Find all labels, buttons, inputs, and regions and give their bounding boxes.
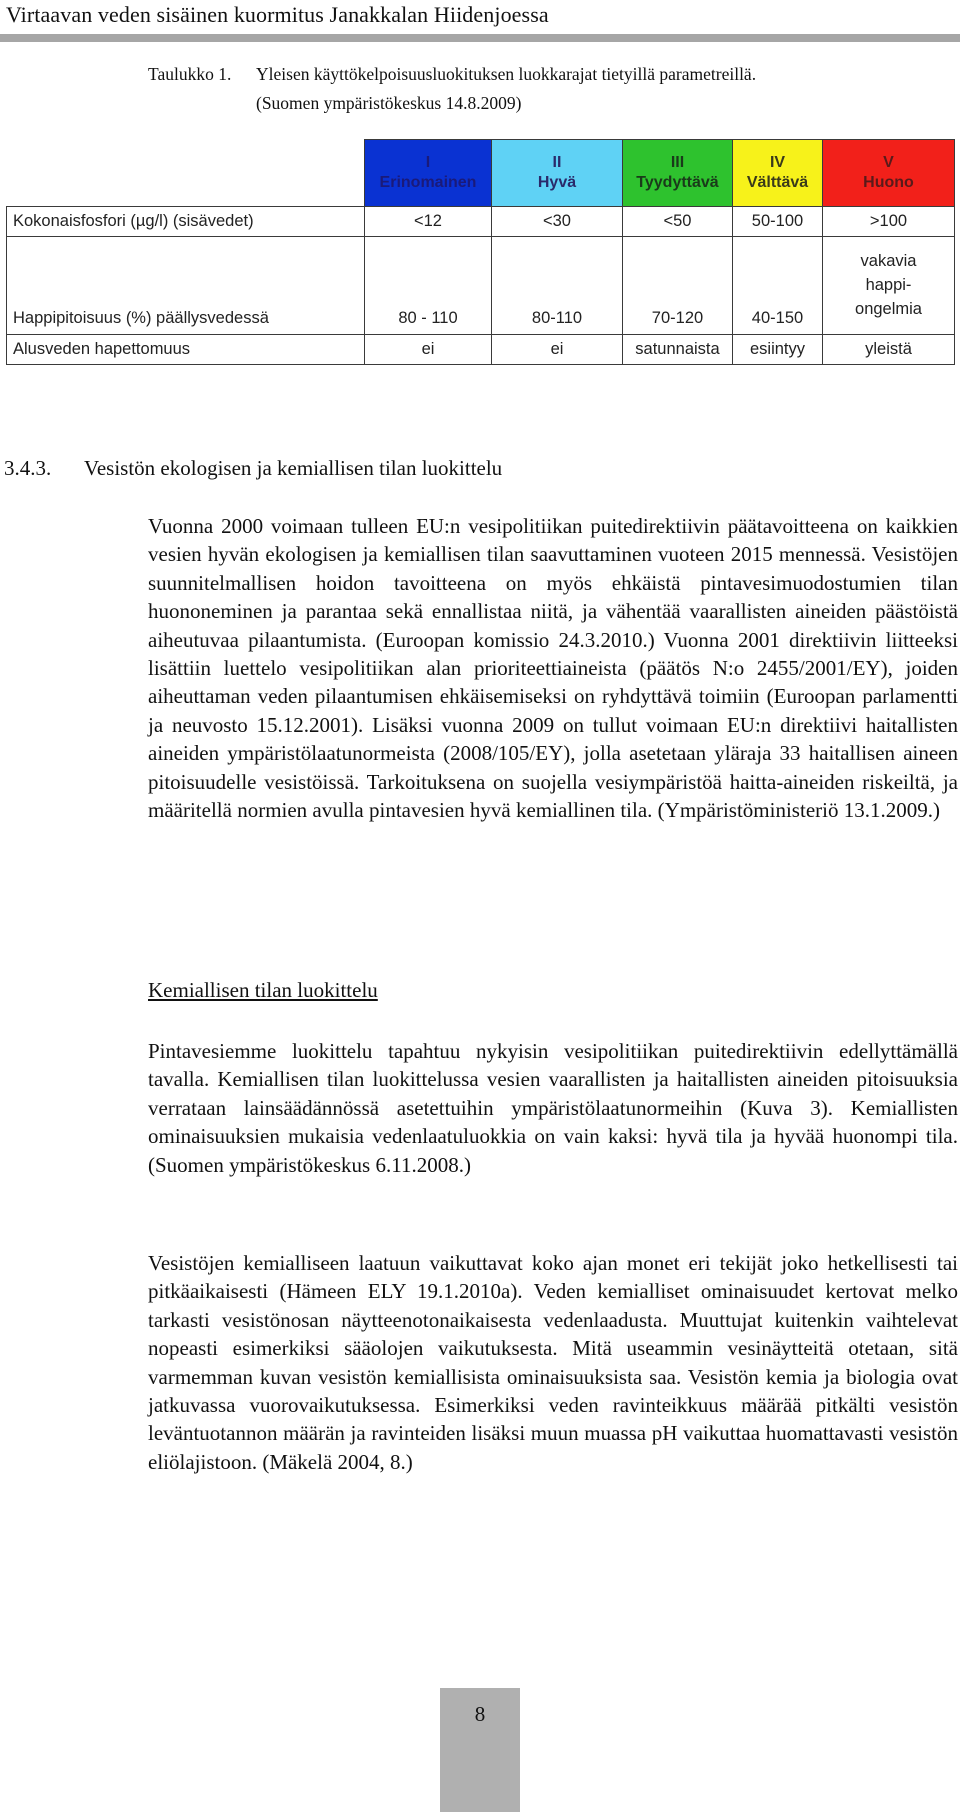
table-cell: 80 - 110 [365,237,492,334]
section-heading [4,455,502,481]
cell-line: vakavia [860,252,917,271]
class-5-roman: V [883,153,894,171]
section-title: Vesistön ekologisen ja kemiallisen tilan luokittelu [84,456,503,480]
table-cell: <50 [623,206,733,236]
param-label: Alusveden hapettomuus [7,334,365,364]
class-3-name: Tyydyttävä [636,173,719,191]
table-cell: 80-110 [492,237,623,334]
table-cell: esiintyy [733,334,823,364]
class-5-name: Huono [863,173,914,191]
class-2-roman: II [552,153,562,171]
class-header-5 [823,140,955,207]
running-header-title: Virtaavan veden sisäinen kuormitus Janakkalan Hiidenjoessa [6,2,549,27]
table-cell-multiline [823,237,955,334]
table-row [7,237,955,334]
table-cell: ei [492,334,623,364]
table-cell: satunnaista [623,334,733,364]
table-caption-label: Taulukko 1. [148,64,232,84]
table-cell: <12 [365,206,492,236]
table-caption-text: Yleisen käyttökelpoisuusluokituksen luokkarajat tietyillä parametreillä. [256,64,757,84]
class-1-name: Erinomainen [379,173,477,191]
table-cell: <30 [492,206,623,236]
table-corner-cell [7,140,365,207]
class-4-roman: IV [769,153,786,171]
table-cell: yleistä [823,334,955,364]
page-number-box [440,1688,520,1812]
class-header-1 [365,140,492,207]
class-2-name: Hyvä [537,173,577,191]
table-row [7,334,955,364]
page-number: 8 [474,1702,486,1726]
table-row [7,206,955,236]
class-header-4 [733,140,823,207]
section-number: 3.4.3. [4,456,52,480]
paragraph-3: Vesistöjen kemialliseen laatuun vaikuttavat koko ajan monet eri tekijät joko hetkellisesti tai pitkäaikaisesti (Hämeen ELY 19.1.2010a). Veden kemialliset ominaisuudet kertovat melko tarkasti vesistönosan näytteenotonaikaisesta vedenlaadusta. Muuttujat kuitenkin vaihtelevat nopeasti esimerkiksi sääolojen vaikutuksesta. Mitä useammin vesinäytteitä otetaan, sitä varmemman kuvan vesistön kemiallisista ominaisuuksista saa. Vesistön kemia ja biologia ovat jatkuvassa vuorovaikutuksessa. Esimerkiksi veden ravinteikkuus määrää pitkälti vesistön leväntuotannon määrän ja ravinteiden lisäksi muun muassa pH vaikuttaa huomattavasti vesistön eliölajistoon. (Mäkelä 2004, 8.) [148,1251,958,1474]
class-header-3 [623,140,733,207]
cell-line: ongelmia [855,300,922,319]
table-cell: ei [365,334,492,364]
class-4-name: Välttävä [746,173,809,191]
table-caption [148,60,948,118]
class-1-roman: I [425,153,431,171]
cell-line: happi- [865,276,912,295]
classification-table [6,139,954,365]
param-label: Happipitoisuus (%) päällysvedessä [7,237,365,334]
table-caption-source: (Suomen ympäristökeskus 14.8.2009) [256,93,522,113]
header-rule [0,34,960,42]
class-3-roman: III [670,153,685,171]
table-cell: >100 [823,206,955,236]
paragraph-2: Pintavesiemme luokittelu tapahtuu nykyisin vesipolitiikan puitedirektiivin edellyttämällä tavalla. Kemiallisen tilan luokittelussa vesien vaarallisten ja haitallisten aineiden pitoisuuksia verrataan lainsäädännössä asetettuihin ympäristölaatunormeihin (Kuva 3). Kemiallisten ominaisuuksien mukaisia vedenlaatuluokkia on vain kaksi: hyvä tila ja hyvää huonompi tila. (Suomen ympäristökeskus 6.11.2008.) [148,1039,958,1177]
param-label: Kokonaisfosfori (µg/l) (sisävedet) [7,206,365,236]
class-header-2 [492,140,623,207]
table-cell: 70-120 [623,237,733,334]
paragraph-1: Vuonna 2000 voimaan tulleen EU:n vesipolitiikan puitedirektiivin päätavoitteena on kaikkien vesien hyvän ekologisen ja kemiallisen tilan saavuttaminen vuoteen 2015 mennessä. Vesistöjen suunnitelmallisen hoidon tavoitteena on myös ehkäistä pintavesimuodostumien tilan huononeminen ja parantaa sekä ennallistaa niitä, ja vähentää vaarallisten aineiden päästöistä aiheutuvaa pilaantumista. (Euroopan komissio 24.3.2010.) Vuonna 2001 direktiivin liitteeksi lisättiin luettelo vesipolitiikan alan prioriteettiaineista (päätös N:o 2455/2001/EY), joiden aiheuttaman veden pilaantumisen ehkäisemiseksi on ryhdyttävä toimiin (Euroopan parlamentti ja neuvosto 15.12.2001). Lisäksi vuonna 2009 on tullut voimaan EU:n direktiivi haitallisten aineiden ympäristölaatunormeista (2008/105/EY), jolla asetetaan yläraja 33 haitallisen aineen pitoisuudelle vesistöissä. Tarkoituksena on suojella vesiympäristöä haitta-aineiden riskeiltä, ja määritellä normien avulla pintavesien hyvä kemiallinen tila. (Ympäristöministeriö 13.1.2009.) [148,514,958,823]
table-cell: 50-100 [733,206,823,236]
table-cell: 40-150 [733,237,823,334]
subheading-chemical-classification: Kemiallisen tilan luokittelu [148,978,378,1002]
